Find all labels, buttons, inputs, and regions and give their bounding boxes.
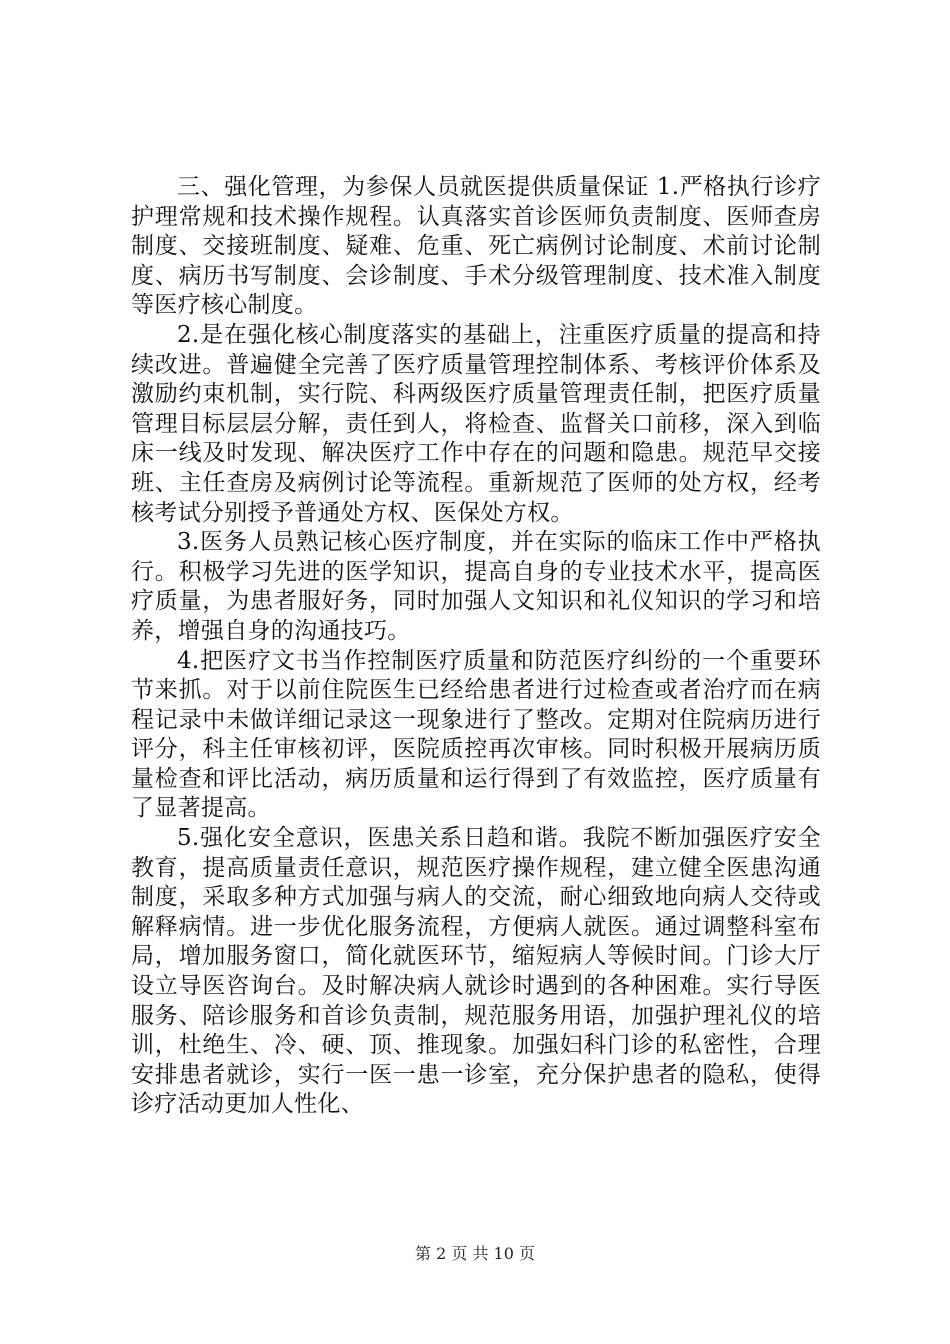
page-footer: 第 2 页 共 10 页: [415, 1244, 535, 1263]
paragraph-5: 5.强化安全意识，医患关系日趋和谐。我院不断加强医疗安全教育，提高质量责任意识，规范医疗操作规程，建立健全医患沟通制度，采取多种方式加强与病人的交流，耐心细致地向病人交待或解释病情。进一步优化服务流程，方便病人就医。通过调整科室布局，增加服务窗口，简化就医环节，缩短病人等候时间。门诊大厅设立导医咨询台。及时解决病人就诊时遇到的各种困难。实行导医服务、陪诊服务和首诊负责制，规范服务用语，加强护理礼仪的培训，杜绝生、冷、硬、顶、推现象。加强妇科门诊的私密性，合理安排患者就诊，实行一医一患一诊室，充分保护患者的隐私，使得诊疗活动更加人性化、: [131, 825, 821, 1118]
document-body: [131, 173, 821, 1120]
paragraph-3: 3.医务人员熟记核心医疗制度，并在实际的临床工作中严格执行。积极学习先进的医学知识，提高自身的专业技术水平，提高医疗质量，为患者服好务，同时加强人文知识和礼仪知识的学习和培养，增强自身的沟通技巧。: [131, 529, 821, 644]
paragraph-1: 三、强化管理，为参保人员就医提供质量保证 1.严格执行诊疗护理常规和技术操作规程。认真落实首诊医师负责制度、医师查房制度、交接班制度、疑难、危重、死亡病例讨论制度、术前讨论制度、病历书写制度、会诊制度、手术分级管理制度、技术准入制度等医疗核心制度。: [131, 174, 821, 319]
paragraph-4: 4.把医疗文书当作控制医疗质量和防范医疗纠纷的一个重要环节来抓。对于以前住院医生已经给患者进行过检查或者治疗而在病程记录中未做详细记录这一现象进行了整改。定期对住院病历进行评分，科主任审核初评，医院质控再次审核。同时积极开展病历质量检查和评比活动，病历质量和运行得到了有效监控，医疗质量有了显著提高。: [131, 647, 821, 822]
paragraph-2: 2.是在强化核心制度落实的基础上，注重医疗质量的提高和持续改进。普遍健全完善了医疗质量管理控制体系、考核评价体系及激励约束机制，实行院、科两级医疗质量管理责任制，把医疗质量管理目标层层分解，责任到人，将检查、监督关口前移，深入到临床一线及时发现、解决医疗工作中存在的问题和隐患。规范早交接班、主任查房及病例讨论等流程。重新规范了医师的处方权，经考核考试分别授予普通处方权、医保处方权。: [131, 321, 821, 526]
